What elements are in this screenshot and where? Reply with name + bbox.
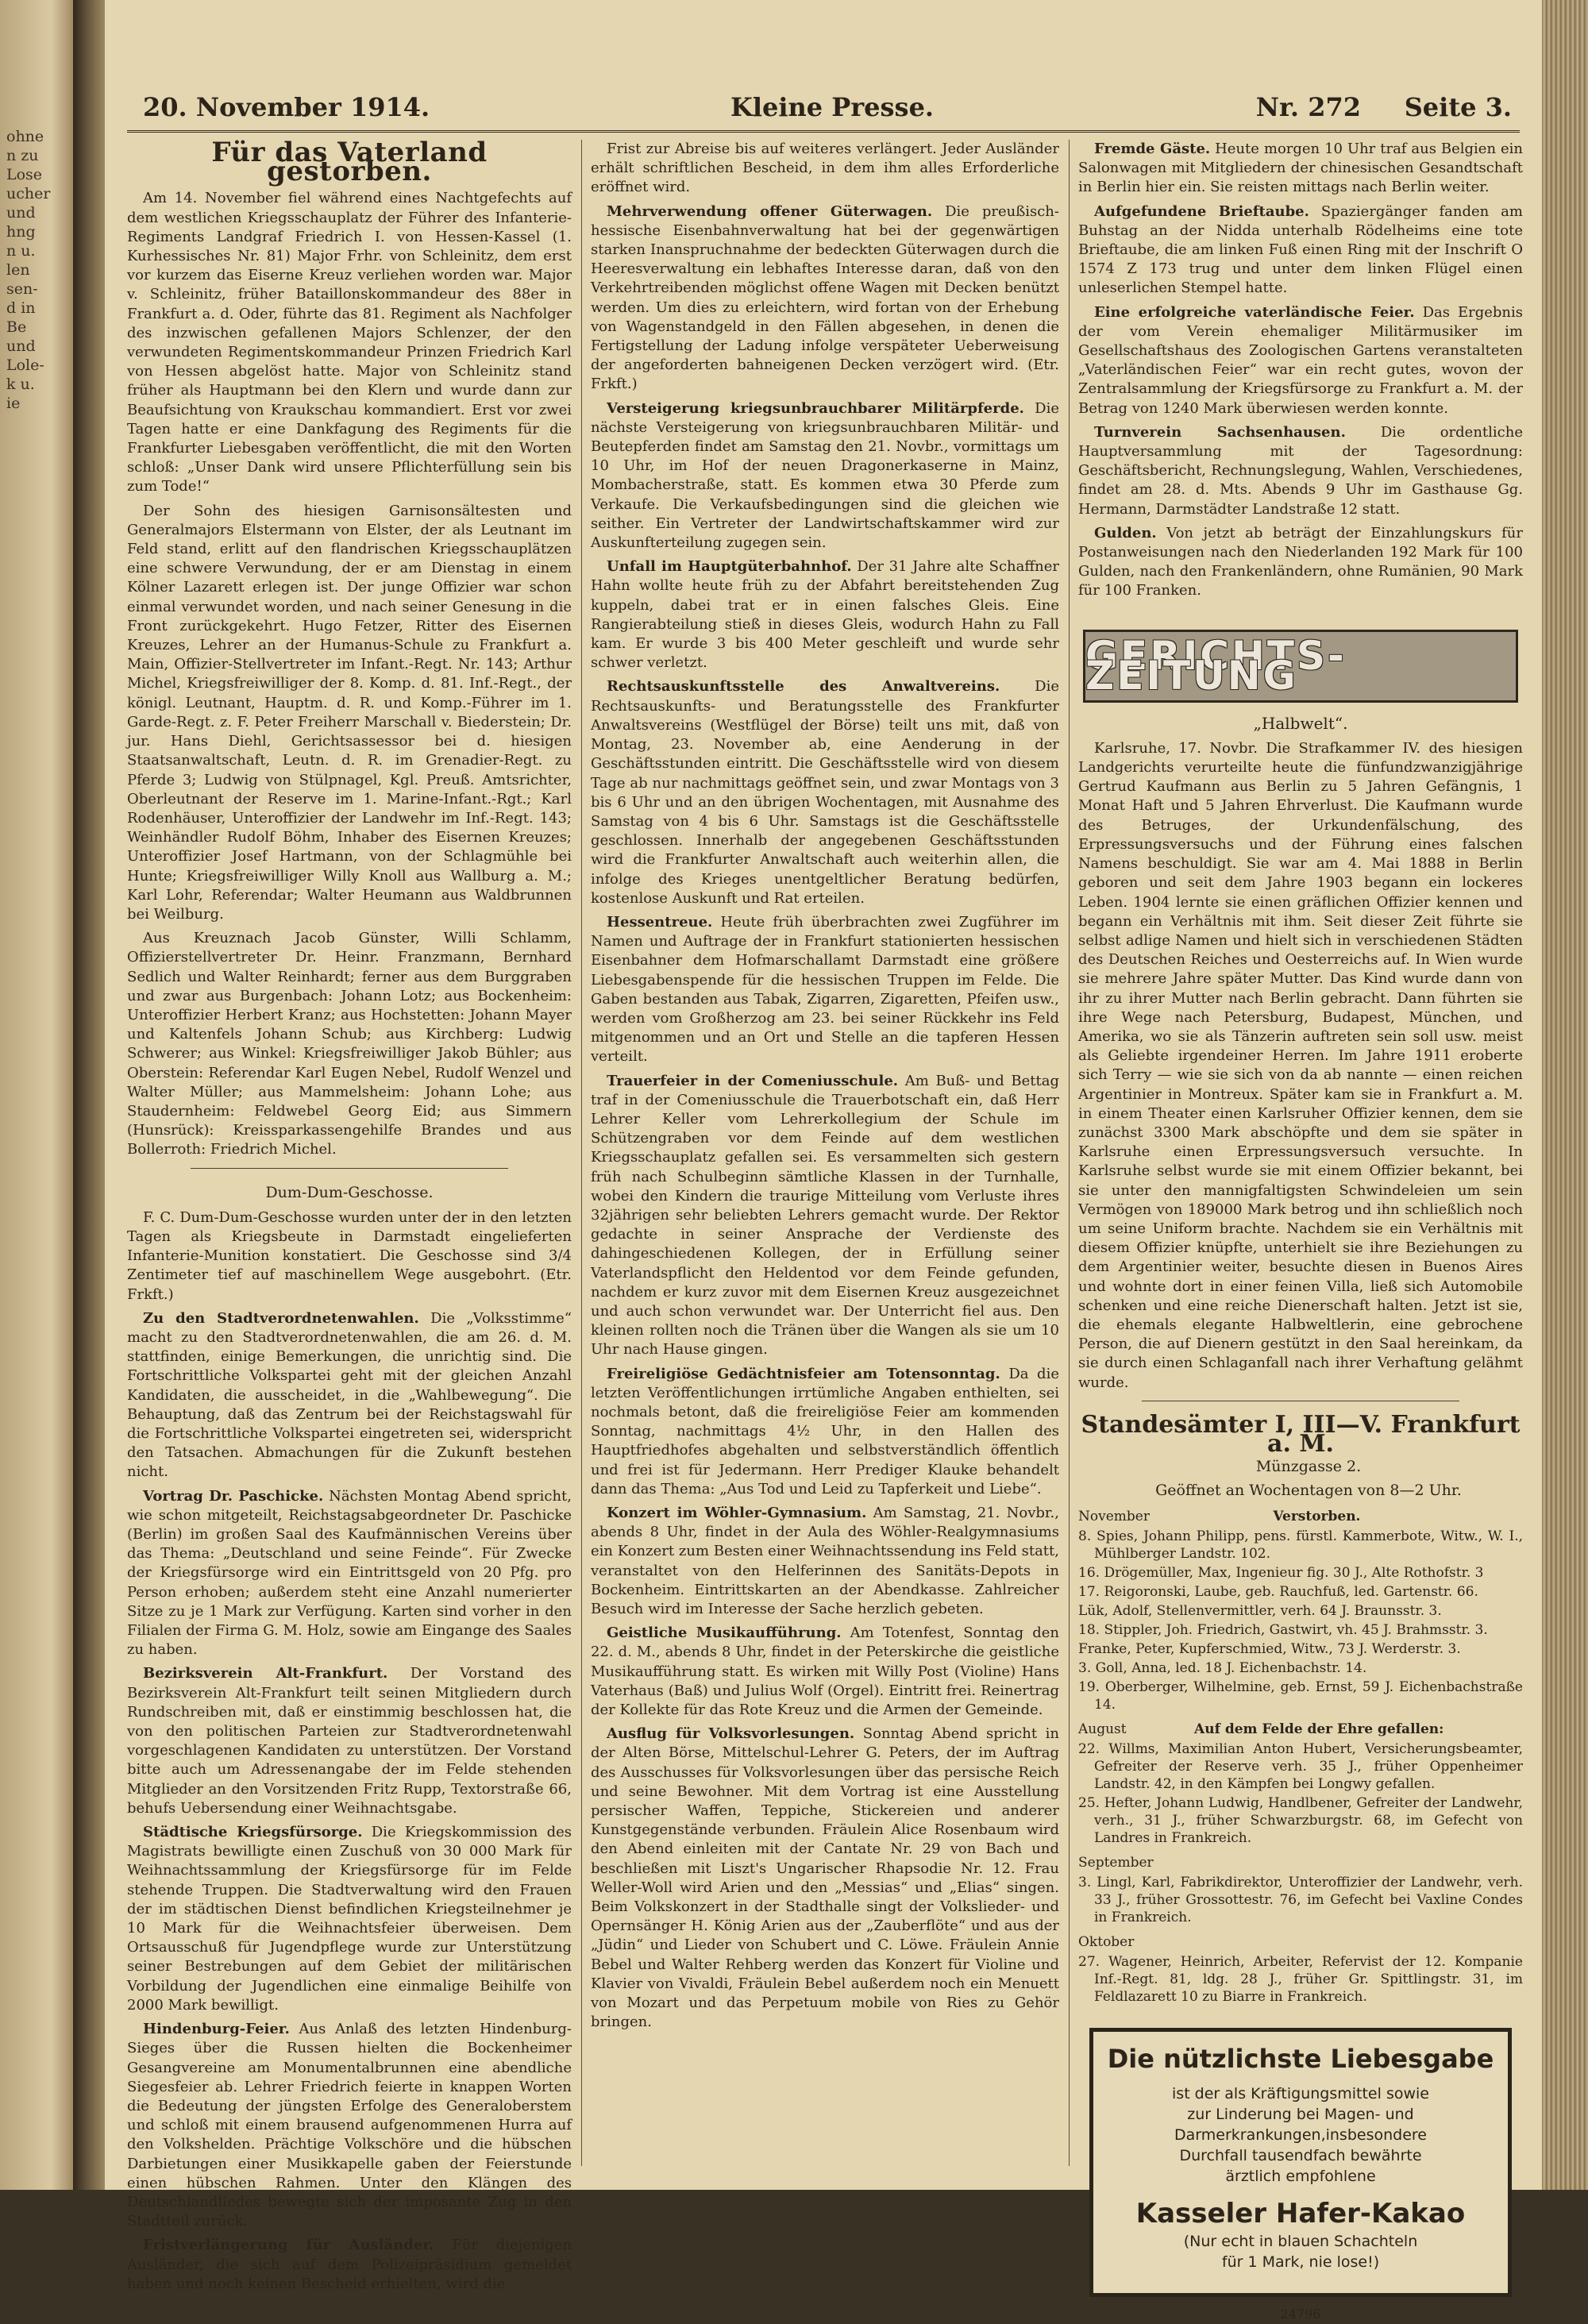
news-item — [591, 1725, 1059, 2032]
news-item-text: Der Vorstand des Bezirksverein Alt-Frankfurt teilt seinen Mitgliedern durch Rundschreiben mit, daß er einstimmig beschlossen hat, die von den politischen Parteien zur Stadtverordnetenwahl vorgeschlagenen Kandidaten zu unterstützen. Der Vorstand bitte auch um Adressenangabe der im Felde stehenden Mitglieder an den Vorsitzenden Fritz Rupp, Textorstraße 66, behufs Uebersendung einer Weihnachtsgabe. — [127, 1665, 572, 1817]
news-item — [127, 1823, 572, 2015]
news-item-head: Hindenburg-Feier. — [143, 2021, 290, 2038]
news-item — [127, 2020, 572, 2231]
registry-office-hours: Geöffnet an Wochentagen von 8—2 Uhr. — [1155, 1482, 1462, 1500]
issue-number: Nr. 272 — [1255, 92, 1361, 122]
article-paragraph: Am 14. November fiel während eines Nachtgefechts auf dem westlichen Kriegsschauplatz der Führer des Infanterie-Regiments Landgraf Friedrich I. von Hessen-Kassel (1. Kurhessisches Nr. 81) Major Frhr. von Schleinitz, dem erst vor kurzem das Eiserne Kreuz verliehen worden war. Major v. Schleinitz, früher Bataillonskommandeur des 88er in Frankfurt a. d. Oder, führte das 81. Regiment als Nachfolger des inzwischen gefallenen Majors Schlenzer, der den verwundeten Regimentskommandeur Prinzen Friedrich Karl von Hessen abgelöst hatte. Major von Schleinitz stand früher als Hauptmann bei den Klern und wurde dann zur Beaufsichtung von Kraukschau kommandiert. Erst vor zwei Tagen hatte er eine Dankfagung des Regiments für die Frankfurter Liebesgaben veröffentlicht, die mit den Worten schloß: „Unser Dank wird unsere Pflichterfüllung sein bis zum Tode!“ — [127, 190, 572, 495]
news-item-head: Vortrag Dr. Paschicke. — [143, 1487, 324, 1505]
ad-line: zur Linderung bei Magen- und — [1187, 2105, 1414, 2123]
news-item-text: Die nächste Versteigerung von kriegsunbrauchbaren Militär- und Beutepferden findet am Samstag den 21. Novbr., vormittags um 10 Uhr, im Hof der neuen Dragonerkaserne in Mainz, Mombacherstraße, statt. Es kommen etwa 30 Pferde zum Verkaufe. Die Verkaufsbedingungen sind die gleichen wie seither. Ein Vertreter der Landwirtschaftskammer wird zur Auskunfterteilung zugegen sein. — [591, 399, 1059, 552]
ad-line: Darmerkrankungen,insbesondere — [1174, 2126, 1427, 2144]
ad-note: für 1 Mark, nie lose!) — [1221, 2253, 1380, 2271]
news-item-head: Hessentreue. — [607, 913, 713, 931]
registry-entry: 18. Stippler, Joh. Friedrich, Gastwirt, vh. 45 J. Brahmsstr. 3. — [1078, 1621, 1488, 1638]
news-item — [127, 2236, 572, 2294]
registry-office-title: Standesämter I, III—V. Frankfurt a. M. — [1081, 1410, 1521, 1458]
news-item — [127, 1309, 572, 1482]
news-item-text: Die Kriegskommission des Magistrats bewilligte einen Zuschuß von 30 000 Mark für Weihnachtssammlung der Kriegsfürsorge für im Felde stehende Truppen. Die Stadtverwaltung wird den Frauen der im städtischen Dienst befindlichen Kriegsteilnehmer je 10 Mark für die Weihnachtsfeier überweisen. Dem Ortsausschuß für Jugendpflege wurde zur Unterstützung seiner Bestrebungen auf dem Gebiet der militärischen Vorbildung der Jugendlichen eine einmalige Beihilfe von 2000 Mark bewilligt. — [127, 1824, 572, 2014]
month-label — [1078, 1720, 1523, 1739]
news-item-head: Geistliche Musikaufführung. — [607, 1624, 842, 1642]
hafer-kakao-advertisement — [1089, 2028, 1512, 2296]
news-item-head: Fristverlängerung für Ausländer. — [143, 2237, 434, 2254]
news-item-head: Eine erfolgreiche vaterländische Feier. — [1094, 303, 1415, 321]
month-label — [1078, 1507, 1523, 1526]
news-item-head: Unfall im Hauptgüterbahnhof. — [607, 558, 852, 576]
masthead — [127, 89, 1520, 133]
newspaper-title: Kleine Presse. — [730, 92, 935, 122]
article-paragraph: Der Sohn des hiesigen Garnisonsältesten und Generalmajors Elstermann von Elster, der als Leutnant im Feld stand, erlitt auf den flandrischen Kriegsschauplätzen eine schwere Verwundung, der er am Dienstag in einem Kölner Lazarett erlegen ist. Der junge Offizier war schon einmal verwundet worden, und nach seiner Genesung in die Front zurückgekehrt. Hugo Fetzer, Ritter des Eisernen Kreuzes, Lehrer an der Humanus-Schule zu Frankfurt a. Main, Offizier-Stellvertreter im Infant.-Regt. Nr. 143; Arthur Michel, Kriegsfreiwilliger der 8. Komp. d. 81. Inf.-Regt., der königl. Leutnant, Hauptm. d. R. und Komp.-Führer im 1. Garde-Regt. z. F. Peter Freiherr Marschall v. Biederstein; Dr. jur. Hans Diehl, Gerichtsassessor bei d. hiesigen Staatsanwaltschaft, Leutn. d. R. im Grenadier-Regt. zu Pferde 3; Ludwig von Stülpnagel, Kgl. Preuß. Amtsrichter, Oberleutnant der Reserve im 1. Marine-Infant.-Rgt.; Karl Rodenhäuser, Unteroffizier der Landwehr im Inf.-Regt. 143; Weinhändler Rudolf Böhm, Inhaber des Eisernen Kreuzes; Unteroffizier Josef Hartmann, von der Schlagmühle bei Hunte; Kriegsfreiwilliger Willy Knoll aus Wallburg a. M.; Karl Lohr, Referendar; Walter Heumann aus Waldbrunnen bei Weilburg. — [127, 502, 572, 923]
news-item-text: Am Samstag, 21. Novbr., abends 8 Uhr, findet in der Aula des Wöhler-Realgymnasiums ein Konzert zum Besten einer Weihnachtssendung ins Feld statt, veranstaltet von den Helferinnen des Sanitäts-Depots in Bockenheim. Eintrittskarten an der Abendkasse. Zahlreicher Besuch wird im Interesse der Sache herzlich gebeten. — [591, 1505, 1059, 1618]
news-item — [1078, 303, 1523, 418]
news-item — [591, 399, 1059, 553]
news-item — [591, 1624, 1059, 1720]
news-item — [591, 1504, 1059, 1619]
page-stack-edge — [1542, 0, 1588, 2190]
news-item-head: Bezirksverein Alt-Frankfurt. — [143, 1665, 388, 1682]
news-item-head: Aufgefundene Brieftaube. — [1094, 202, 1309, 220]
ad-title: Die nützlichste Liebesgabe — [1107, 2044, 1494, 2075]
book-gutter — [73, 0, 105, 2190]
news-item-text: Nächsten Montag Abend spricht, wie schon mitgeteilt, Reichstagsabgeordneter Dr. Paschicke (Berlin) im großen Saal des Kaufmännischen Vereins über das Thema: „Deutschland und seine Feinde“. Für Zwecke der Kriegsfürsorge wird ein Eintrittsgeld von 20 Pfg. pro Person erhoben; außerdem steht eine Anzahl numerierter Sitze zu je 1 Mark zur Verfügung. Karten sind vorher in den Filialen der Firma G. M. Holz, sowie am Eingange des Saales zu haben. — [127, 1487, 572, 1659]
news-item-text: Von jetzt ab beträgt der Einzahlungskurs für Postanweisungen nach den Niederlanden 192 Mark für 100 Gulden, nach den Frankenländern, ohne Rumänien, 90 Mark für 100 Franken. — [1078, 524, 1523, 599]
news-item-text: Die preußisch-hessische Eisenbahnverwaltung hat bei der gegenwärtigen starken Inanspruchnahme der bedeckten Güterwagen durch die Heeresverwaltung ein lebhaftes Interesse daran, daß von den Verkehrtreibenden möglichst offene Wagen mit Decken benützt werden. Um dies zu erleichtern, wird fortan von der Erhebung von Wagenstandgeld in den Fällen abgesehen, in denen die Fertigstellung der Ladung infolge verspäteter Ueberweisung der angeforderten bahneigenen Decken verzögert wird. (Etr. Frkft.) — [591, 202, 1059, 393]
news-item-head: Turnverein Sachsenhausen. — [1094, 423, 1346, 441]
news-item-head: Mehrverwendung offener Güterwagen. — [607, 202, 933, 220]
column-rule — [581, 140, 582, 2166]
section-label: Verstorben. — [1273, 1508, 1361, 1524]
news-item-text: Heute morgen 10 Uhr traf aus Belgien ein Salonwagen mit Mitgliedern der chinesischen Gesandtschaft in Berlin hier ein. Sie reisten mittags nach Berlin weiter. — [1078, 141, 1523, 196]
news-item — [591, 1365, 1059, 1499]
news-item-text: Die ordentliche Hauptversammlung mit der Tagesordnung: Geschäftsbericht, Rechnungslegung, Wahlen, Verschiedenes, findet am 28. d. Mts. Abends 9 Uhr im Gasthause Gg. Hermann, Darmstädter Landstraße 12 statt. — [1078, 423, 1523, 518]
news-item-head: Ausflug für Volksvorlesungen. — [607, 1725, 855, 1743]
news-item-head: Versteigerung kriegsunbrauchbarer Militärpferde. — [607, 399, 1024, 417]
news-item — [591, 1072, 1059, 1360]
column-3 — [1078, 140, 1523, 2322]
news-item-head: Gulden. — [1094, 524, 1157, 541]
left-page-text: ohne n zu Lose ucher und hng n u. len sen- d in Be und Lole- k u. ie — [6, 128, 51, 412]
news-item — [591, 557, 1059, 673]
ad-number: 24796 — [1280, 2306, 1321, 2322]
article-paragraph: F. C. Dum-Dum-Geschosse wurden unter der in den letzten Tagen als Kriegsbeute in Darmstadt eingelieferten Infanterie-Munition konstatiert. Die Geschosse sind 3/4 Zentimeter tief auf maschinellem Wege ausgebohrt. (Etr. Frkft.) — [127, 1208, 572, 1303]
death-notice-list — [1078, 1528, 1523, 1713]
news-item-text: Das Ergebnis der vom Verein ehemaliger Militärmusiker im Gesellschaftshaus des Zoologischen Gartens veranstalteten „Vaterländischen Feier“ war ein recht gutes, wovon der Zentralsammlung der Kriegsfürsorge zu Frankfurt a. M. der Betrag von 1240 Mark überwiesen werden konnte. — [1078, 303, 1523, 417]
news-item-text: Spaziergänger fanden am Buhstag an der Nidda unterhalb Rödelheims eine tote Brieftaube, die am linken Fuß einen Ring mit der Inschrift O 1574 Z 173 trug und unter dem linken Flügel einen unleserlichen Stempel hatte. — [1078, 202, 1523, 297]
news-item-text: Heute früh überbrachten zwei Zugführer im Namen und Auftrage der in Frankfurt stationierten hessischen Eisenbahner dem Hofmarschallamt Darmstadt eine größere Liebesgabenspende für die hessischen Truppen im Felde. Die Gaben bestanden aus Tabak, Zigarren, Zigaretten, Pfeifen usw., werden vom Großherzog am 23. bei seiner Rückkehr ins Feld mitgenommen und an Ort und Stelle an die tapferen Hessen verteilt. — [591, 913, 1059, 1066]
news-item — [1078, 140, 1523, 198]
news-item-head: Freireligiöse Gedächtnisfeier am Totensonntag. — [607, 1365, 1000, 1382]
news-item-text: Am Totenfest, Sonntag den 22. d. M., abends 8 Uhr, findet in der Peterskirche die geistliche Musikaufführung statt. Es wirken mit Willy Post (Violine) Hans Vaterhaus (Baß) und Julius Wolf (Orgel). Eintritt frei. Reinertrag der Kollekte für das Rote Kreuz und die Armen der Gemeinde. — [591, 1624, 1059, 1719]
news-item — [1078, 423, 1523, 519]
headline-fallen: Für das Vaterland gestorben. — [211, 137, 488, 188]
news-item-text: Der 31 Jahre alte Schaffner Hahn wollte heute früh zu der Abfahrt bereitstehenden Zug kuppeln, dabei trat er in einen falsches Gleis. Eine Rangierabteilung stieß in dieses Gleis, wodurch Hahn zu Fall kam. Er wurde 3 bis 400 Meter geschleift und wurde sehr schwer verletzt. — [591, 558, 1059, 672]
ad-line: Durchfall tausendfach bewährte — [1179, 2146, 1422, 2164]
news-item — [127, 1487, 572, 1660]
news-item-head: Konzert im Wöhler-Gymnasium. — [607, 1505, 867, 1522]
ad-note: (Nur echt in blauen Schachteln — [1183, 2232, 1418, 2250]
month-label: Oktober — [1078, 1934, 1135, 1951]
article-subhead: „Halbwelt“. — [1253, 713, 1348, 733]
news-item — [1078, 524, 1523, 601]
column-rule — [1069, 140, 1070, 2166]
news-item-text: Für diejenigen Ausländer, die sich auf dem Polizeipräsidium gemeldet haben und noch keinen Bescheid erhielten, wird die — [127, 2237, 572, 2292]
news-item-head: Fremde Gäste. — [1094, 141, 1211, 157]
month-name: August — [1078, 1721, 1127, 1737]
article-paragraph: Frist zur Abreise bis auf weiteres verlängert. Jeder Ausländer erhält schriftlichen Bescheid, in dem ihm alles Erforderliche eröffnet wird. — [591, 141, 1059, 196]
news-item-text: Die Rechtsauskunfts- und Beratungsstelle des Frankfurter Anwaltsvereins (Westflügel der Börse) teilt uns mit, daß von Montag, 23. November ab, eine Aenderung in der Geschäftsstunden eintritt. Die Geschäftsstelle wird von diesem Tage ab nur nachmittags geöffnet sein, und zwar Montags von 3 bis 6 Uhr und an den übrigen Wochentagen, mit Ausnahme des Samstag von 4 bis 6 Uhr. Samstags ist die Geschäftsstelle geschlossen. Innerhalb der angegebenen Geschäftsstunden wird die Frankfurter Anwaltschaft auch weiterhin allen, die infolge des Krieges unentgeltlicher Beratung bedürfen, kostenlose Auskunft und Rat erteilen. — [591, 678, 1059, 907]
registry-entry: 8. Spies, Johann Philipp, pens. fürstl. Kammerbote, Witw., W. I., Mühlberger Landstr. 102. — [1078, 1528, 1523, 1562]
headline-dumdum: Dum-Dum-Geschosse. — [265, 1183, 434, 1201]
fallen-notice-list — [1078, 1740, 1523, 1847]
news-item-text: Die „Volksstimme“ macht zu den Stadtverordnetenwahlen, die am 26. d. M. stattfinden, einige Bemerkungen, die unrichtig sind. Die Fortschrittliche Volkspartei geht mit der gleichen Anzahl Kandidaten, die ausscheidet, in die „Wahlbewegung“. Die Behauptung, daß das Zentrum bei der Reichstagswahl für die Fortschrittliche Volkspartei eingetreten sei, widerspricht den Tatsachen. Abmachungen für die Zukunft bestehen nicht. — [127, 1309, 572, 1481]
fallen-notice-list — [1078, 1874, 1523, 1926]
newspaper-page — [105, 0, 1542, 2322]
registry-entry: Franke, Peter, Kupferschmied, Witw., 73 J. Werderstr. 3. — [1078, 1640, 1461, 1657]
article-paragraph: Karlsruhe, 17. Novbr. Die Strafkammer IV. des hiesigen Landgerichts verurteilte heute die fünfundzwanzigjährige Gertrud Kaufmann aus Berlin zu 5 Jahren Gefängnis, 1 Monat Haft und 5 Jahren Ehrverlust. Die Kaufmann wurde des Betruges, der Urkundenfälschung, des Erpressungsversuchs und der Führung eines falschen Namens beschuldigt. Sie war am 4. Mai 1888 in Berlin geboren und seit dem Jahre 1903 begann ein lockeres Leben. 1904 lernte sie einen gräflichen Offizier kennen und begann ein Verhältnis mit ihm. Seit dieser Zeit führte sie selbst adlige Namen und hielt sich in verschiedenen Städten des Deutschen Reiches und Oesterreichs auf. In Wien wurde sie mehrere Jahre später Mutter. Das Kind wurde dann von ihr zu ihrer Mutter nach Berlin gebracht. Dann führten sie ihre Wege nach Petersburg, Budapest, München, und Amerika, wo sie als Tänzerin auftreten sein soll usw. meist als Geliebte irgendeiner Herren. Im Jahre 1911 eroberte sich Terry — wie sie sich von da ab nannte — einen reichen Argentinier in Montreux. Später kam sie in Frankfurt a. M. in einem Theater einen Karlsruher Offizier kennen, dem sie zunächst 3300 Mark abschöpfte und dem sie später in Karlsruhe einen Erpressungsversuch versuchte. In Karlsruhe selbst wurde sie mit einem Offizier bekannt, bei sie unter den mannigfaltigsten Schwindeleien um sein Vermögen von 189000 Mark betrog und ihn schließlich noch um seine Uniform brachte. Nachdem sie ein Verhältnis mit diesem Offizier knüpfte, unterhielt sie ihre Beziehungen zu dem Argentinier weiter, besuchte diesen in Buenos Aires und wohnte dort in einer feinen Villa, ließ sich Automobile schenken und eine reiche Dienerschaft halten. Jetzt ist sie, die ehemals elegante Halbweltlerin, eine gebrochene Person, die auf Dienern gestützt in den Saal hereinkam, da sie durch einen Schlaganfall nach ihrer Verhaftung gelähmt wurde. — [1078, 739, 1523, 1391]
registry-entry: 19. Oberberger, Wilhelmine, geb. Ernst, 59 J. Eichenbachstraße 14. — [1078, 1678, 1523, 1713]
news-item-head: Rechtsauskunftsstelle des Anwaltvereins. — [607, 678, 1000, 696]
ad-brand: Kasseler Hafer-Kakao — [1135, 2197, 1466, 2230]
divider — [191, 1168, 508, 1169]
registry-entry: Lük, Adolf, Stellenvermittler, verh. 64 J. Braunsstr. 3. — [1078, 1602, 1442, 1619]
registry-office-address: Münzgasse 2. — [1255, 1458, 1362, 1476]
registry-entry: 17. Reigoronski, Laube, geb. Rauchfuß, led. Gartenstr. 66. — [1078, 1583, 1478, 1600]
registry-entry: 3. Lingl, Karl, Fabrikdirektor, Unteroffizier der Landwehr, verh. 33 J., früher Grossottestr. 76, im Gefecht bei Vaxline Condes in Frankreich. — [1078, 1875, 1523, 1926]
left-page-fragment — [0, 0, 73, 2190]
issue-date: 20. November 1914. — [143, 92, 430, 122]
registry-entry: 25. Hefter, Johann Ludwig, Handlbener, Gefreiter der Landwehr, verh., 31 J., früher Schwarzburgstr. 68, im Gefecht von Landres in Frankreich. — [1078, 1795, 1523, 1846]
fallen-notice-list — [1078, 1953, 1523, 2006]
news-item-text: Am Buß- und Bettag traf in der Comeniusschule die Trauerbotschaft ein, daß Herr Lehrer Keller vom Lehrerkollegium der Schule im Schützengraben vor dem Feinde auf dem westlichen Kriegsschauplatz gefallen sei. Es versammelten sich gestern früh nach Schulbeginn sämtliche Klassen in der Turnhalle, wobei den Kindern die traurige Mitteilung vom Verluste ihres 32jährigen sehr beliebten Lehrers gemacht wurde. Der Rektor gedachte in seiner Ansprache der Verdienste des dahingeschiedenen Kollegen, der in Erfüllung seiner Vaterlandspflicht den Heldentod vor dem Feinde gefunden, nachdem er kurz zuvor mit dem Eisernen Kreuz ausgezeichnet und auch schon verwundet war. Der Unterricht fiel aus. Den kleinen rollten noch die Tränen über die Wangen als sie um 10 Uhr nach Hause gingen. — [591, 1072, 1059, 1359]
news-item — [591, 913, 1059, 1067]
ad-line: ärztlich empfohlene — [1225, 2167, 1376, 2185]
news-item-text: Sonntag Abend spricht in der Alten Börse, Mittelschul-Lehrer G. Peters, der im Auftrag des Ausschusses für Volksvorlesungen über das persische Reich und seine Bewohner. Mit dem Vortrag ist eine Ausstellung persischer Waffen, Teppiche, Stickereien und anderer Kunstgegenstände verbunden. Fräulein Alice Rosenbaum wird den Abend einleiten mit der Cantate Nr. 29 von Bach und beschließen mit Liszt's Ungarischer Rhapsodie Nr. 12. Frau Weller-Woll wird Arien und den „Messias“ und „Elias“ singen. Beim Volkskonzert in der Stadthalle singt der Volkslieder- und Opernsänger H. König Arien aus der „Zauberflöte“ und aus der „Jüdin“ und Lieder von Schubert und C. Löwe. Fräulein Annie Bebel und Walter Rehberg werden das Konzert für Violine und Klavier von Vivaldi, Fräulein Bebel außerdem noch ein Menuett von Mozart und das Perpetuum mobile von Ries zu Gehör bringen. — [591, 1725, 1059, 2031]
column-2 — [591, 140, 1059, 2166]
news-item — [591, 677, 1059, 908]
news-item-head: Städtische Kriegsfürsorge. — [143, 1824, 363, 1841]
news-item-head: Trauerfeier in der Comeniusschule. — [607, 1072, 899, 1089]
news-item — [591, 202, 1059, 395]
registry-entry: 16. Drögemüller, Max, Ingenieur fig. 30 J., Alte Rothofstr. 3 — [1078, 1564, 1484, 1581]
column-1 — [127, 137, 572, 2292]
ad-line: ist der als Kräftigungsmittel sowie — [1172, 2084, 1429, 2102]
article-paragraph: Aus Kreuznach Jacob Günster, Willi Schlamm, Offizierstellvertreter Dr. Heinr. Franzmann, Bernhard Sedlich und Walter Reinhardt; ferner aus dem Burggraben und zwar aus Burgenbach: Johann Lotz; aus Bockenheim: Unteroffizier Herbert Kranz; aus Hochstetten: Johann Mayer und Kaltenfels Johann Schub; aus Kirchberg: Ludwig Schwerer; aus Winkel: Kriegsfreiwilliger Jakob Bühler; aus Oberstein: Referendar Karl Eugen Nebel, Rudolf Wenzel und Walter Müller; aus Mammelsheim: Johann Lohe; aus Staudernheim: Feldwebel Georg Eid; aus Simmern (Hunsrück): Kreissparkassengehilfe Brandes und aus Bollerroth: Friedrich Michel. — [127, 930, 572, 1158]
news-item — [1078, 202, 1523, 299]
month-name: November — [1078, 1508, 1150, 1524]
page-number: Seite 3. — [1404, 92, 1512, 122]
month-label: September — [1078, 1855, 1154, 1871]
registry-entry: 27. Wagener, Heinrich, Arbeiter, Refervist der 12. Kompanie Inf.-Regt. 81, ldg. 28 J., früher Gr. Spittlingstr. 31, im Feldlazarett 10 zu Biarre in Frankreich. — [1078, 1954, 1523, 2006]
news-item — [127, 1664, 572, 1818]
registry-entry: 22. Willms, Maximilian Anton Hubert, Versicherungsbeamter, Gefreiter der Reserve verh. 35 J., früher Oppenheimer Landstr. 42, in den Kämpfen bei Longwy gefallen. — [1078, 1741, 1523, 1792]
news-item-head: Zu den Stadtverordnetenwahlen. — [143, 1309, 419, 1327]
news-item-text: Da die letzten Veröffentlichungen irrtümliche Angaben enthielten, sei nochmals betont, daß die freireligiöse Feier am kommenden Sonntag, nachmittags 4½ Uhr, in den Hallen des Hauptfriedhofes abgehalten und selbstverständlich öffentlich und frei ist für Jedermann. Herr Prediger Klauke behandelt dann das Thema: „Aus Tod und Leid zu Tapferkeit und Liebe“. — [591, 1365, 1059, 1497]
gerichts-zeitung-logo: GERICHTS-ZEITUNG — [1083, 630, 1518, 703]
registry-entry: 3. Goll, Anna, led. 18 J. Eichenbachstr. 14. — [1078, 1659, 1367, 1676]
news-item-text: Aus Anlaß des letzten Hindenburg-Sieges über die Russen hielten die Bockenheimer Gesangvereine am Monumentalbrunnen eine abendliche Siegesfeier ab. Lehrer Friedrich feierte in knappen Worten die Bedeutung der jüngsten Erfolge des Generaloberstem und schloß mit einem brausend aufgenommenen Hurra auf den Volkshelden. Prächtige Volkschöre und die hübschen Darbietungen einer Musikkapelle gaben der Feierstunde einen hübschen Rahmen. Unter den Klängen des Deutschlandliedes bewegte sich der imposante Zug in den Stadtteil zurück. — [127, 2021, 572, 2230]
section-label: Auf dem Felde der Ehre gefallen: — [1194, 1721, 1444, 1737]
